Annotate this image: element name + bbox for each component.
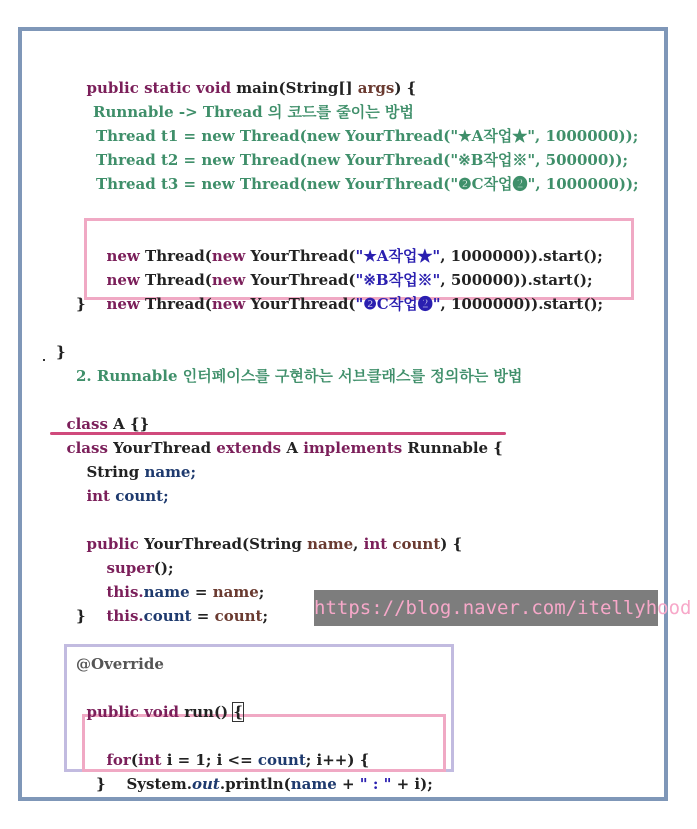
- comment-runnable-thread: Runnable -> Thread 의 코드를 줄이는 방법: [93, 103, 414, 121]
- comma: ,: [353, 535, 364, 553]
- field-count: count;: [115, 487, 169, 505]
- kw-public: public: [86, 703, 145, 721]
- kw-super: super: [106, 559, 154, 577]
- class-yourthread-name: YourThread: [113, 439, 217, 457]
- field-name: name;: [144, 463, 197, 481]
- thread-call: Thread(: [145, 295, 212, 313]
- system-class: System.: [126, 775, 193, 793]
- code-line-t2: Thread t2 = new Thread(new YourThread("※B작업※", 500000));: [96, 151, 629, 169]
- class-a-name: A {}: [113, 415, 150, 433]
- closing-brace-ctor: }: [76, 607, 86, 625]
- main-method-line: [76, 52, 416, 100]
- kw-this: this.: [106, 583, 144, 601]
- thread-call: Thread(: [145, 247, 212, 265]
- closing-brace-for: }: [96, 775, 106, 793]
- yourthread-call: YourThread(: [250, 295, 356, 313]
- main-name: main(: [236, 79, 286, 97]
- field-count: count: [257, 751, 306, 769]
- kw-class: class: [66, 439, 114, 457]
- string-literal: "★A작업★": [355, 247, 441, 265]
- field-count-line: [76, 460, 169, 508]
- super-parens: ();: [153, 559, 174, 577]
- type-int: int: [137, 751, 167, 769]
- type-int: int: [363, 535, 393, 553]
- thread-call: Thread(: [145, 271, 212, 289]
- string-literal: " : ": [359, 775, 392, 793]
- closing-brace-class: }: [56, 343, 66, 361]
- kw-new: new: [211, 247, 251, 265]
- loop-incr: ; i++) {: [305, 751, 370, 769]
- param-count: count: [214, 607, 263, 625]
- ctor-name: YourThread(: [144, 535, 250, 553]
- field-name: name: [290, 775, 337, 793]
- run-method-line: [76, 676, 243, 724]
- string-literal: "※B작업※": [355, 271, 441, 289]
- kw-new: new: [106, 295, 146, 313]
- param-name: name: [212, 583, 259, 601]
- closing-brace-main: }: [76, 295, 86, 313]
- semicolon: ;: [258, 583, 265, 601]
- args-start: , 1000000)).start();: [440, 295, 604, 313]
- string-type: String: [285, 79, 339, 97]
- this-count-line: [96, 580, 268, 628]
- kw-public-static-void: public static void: [86, 79, 237, 97]
- run-name: run(): [184, 703, 234, 721]
- run-open-brace: {: [233, 703, 244, 721]
- kw-new: new: [211, 295, 251, 313]
- array-brackets: []: [338, 79, 358, 97]
- kw-for: for: [106, 751, 131, 769]
- code-line-t3: Thread t3 = new Thread(new YourThread("❷C작업❷", 1000000));: [96, 175, 639, 193]
- plus: +: [336, 775, 360, 793]
- param-count: count: [392, 535, 441, 553]
- comment-subclass-method: 2. Runnable 인터페이스를 구현하는 서브클래스를 정의하는 방법: [76, 367, 523, 385]
- loop-cond: i = 1; i <=: [166, 751, 258, 769]
- println-call: .println(: [219, 775, 291, 793]
- semicolon: ;: [262, 607, 268, 625]
- string-literal: "❷C작업❷": [355, 295, 441, 313]
- assign: =: [189, 583, 213, 601]
- args-param: args: [357, 79, 395, 97]
- kw-new: new: [106, 247, 146, 265]
- field-name: name: [143, 583, 190, 601]
- kw-new: new: [106, 271, 146, 289]
- kw-this: this.: [106, 607, 144, 625]
- ctor-open: ) {: [440, 535, 463, 553]
- code-line-t1: Thread t1 = new Thread(new YourThread("★A작업★", 1000000));: [96, 127, 639, 145]
- field-count: count: [143, 607, 192, 625]
- println-end: + i);: [391, 775, 433, 793]
- kw-class: class: [66, 415, 114, 433]
- superclass-a: A: [286, 439, 304, 457]
- kw-public: public: [86, 535, 145, 553]
- yourthread-call: YourThread(: [250, 271, 356, 289]
- kw-extends: extends: [216, 439, 287, 457]
- blog-url-watermark: https://blog.naver.com/itellyhood: [314, 590, 658, 626]
- args-start: , 500000)).start();: [440, 271, 593, 289]
- interface-runnable: Runnable {: [407, 439, 503, 457]
- out-field: out: [192, 775, 220, 793]
- type-int: int: [86, 487, 116, 505]
- margin-dot: [43, 359, 45, 361]
- assign: =: [191, 607, 215, 625]
- kw-void: void: [144, 703, 185, 721]
- paren: (: [130, 751, 138, 769]
- type-string: String: [249, 535, 308, 553]
- args-start: , 1000000)).start();: [440, 247, 603, 265]
- type-string: String: [86, 463, 145, 481]
- code-line-new-thread-3: [96, 268, 603, 316]
- main-close: ) {: [394, 79, 417, 97]
- println-line: [116, 748, 433, 796]
- kw-new: new: [211, 271, 251, 289]
- param-name: name: [307, 535, 354, 553]
- yourthread-call: YourThread(: [250, 247, 356, 265]
- override-annotation: @Override: [76, 655, 164, 673]
- kw-implements: implements: [303, 439, 408, 457]
